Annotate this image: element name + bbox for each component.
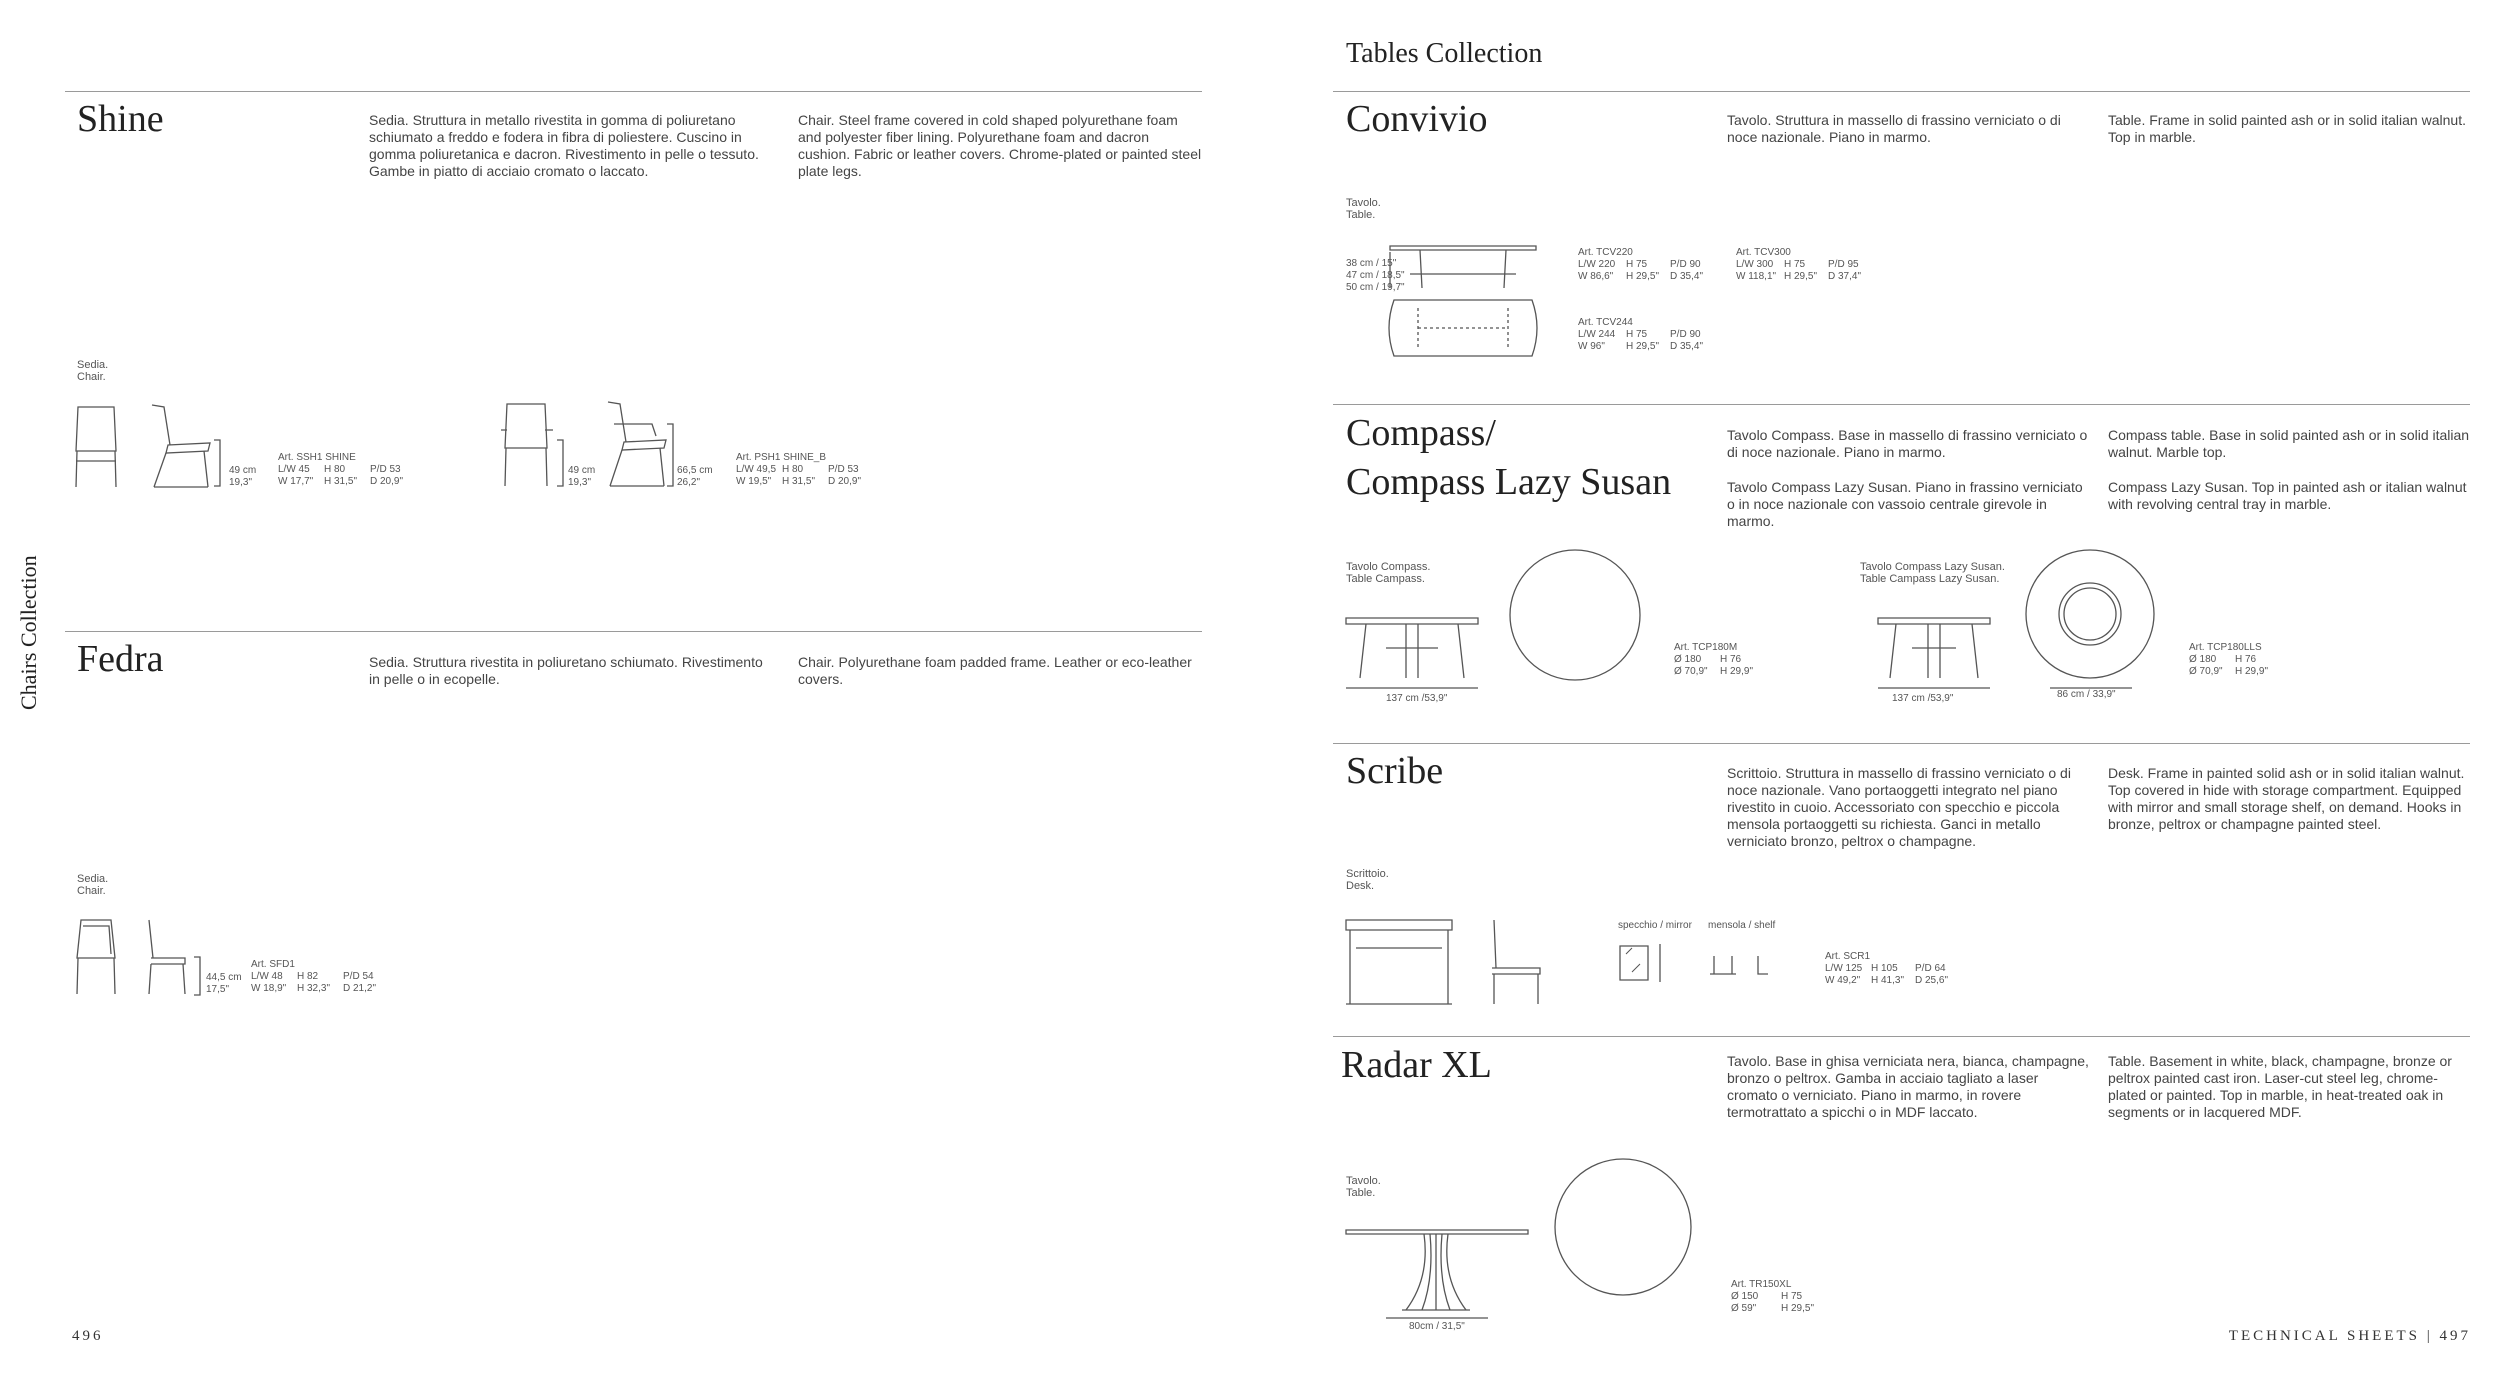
- height-value: 50 cm / 19,7": [1346, 282, 1405, 293]
- shine-b-arm-height-marker: [665, 424, 675, 488]
- spec-value: D 21,2": [343, 983, 377, 994]
- spec-value: L/W 49,5: [736, 464, 777, 475]
- spec-value: L/W 244: [1578, 329, 1616, 340]
- divider: [1333, 743, 2470, 744]
- spec-value: Ø 59": [1731, 1303, 1757, 1314]
- title-line: Compass/: [1346, 412, 1496, 454]
- art-code: Art. SFD1: [251, 959, 295, 970]
- divider: [65, 631, 1202, 632]
- art-code: Art. PSH1 SHINE_B: [736, 452, 827, 463]
- art-code: Art. TR150XL: [1731, 1279, 1792, 1290]
- spec-value: H 82: [297, 971, 319, 982]
- convivio-table-top-drawing: [1390, 298, 1540, 360]
- compass-table-top-drawing: [1508, 548, 1644, 684]
- spec-value: P/D 90: [1670, 329, 1701, 340]
- spec-value: H 80: [782, 464, 804, 475]
- radar-desc-it: Tavolo. Base in ghisa verniciata nera, bianca, champagne, bronzo o peltrox. Gamba in acciaio tagliato a laser cromato o verniciato. Piano in marmo, in rovere termotrattato a spicchi o in MDF laccato.: [1727, 1053, 2089, 1120]
- divider: [1333, 1036, 2470, 1037]
- spec-value: W 17,7": [278, 476, 314, 487]
- height-in: 26,2": [677, 477, 701, 488]
- desc-paragraph: Tavolo Compass Lazy Susan. Piano in frassino verniciato o in noce nazionale con vassoio centrale girevole in marmo.: [1727, 479, 2083, 529]
- compass-table-side-drawing: [1346, 616, 1482, 680]
- scribe-desc-en: Desk. Frame in painted solid ash or in solid italian walnut. Top covered in hide with storage compartment. Equipped with mirror and small storage shelf, on demand. Hooks in bronze, peltrox or champagne painted steel.: [2108, 765, 2465, 832]
- divider: [65, 91, 1202, 92]
- collection-title: Tables Collection: [1346, 38, 1543, 69]
- radar-desc-en: Table. Basement in white, black, champagne, bronze or peltrox painted cast iron. Laser-cut steel leg, chrome-plated or painted. Top in marble, in heat-treated oak in segments or in lacquered MDF.: [2108, 1053, 2452, 1120]
- scribe-chair-side-drawing: [1488, 918, 1548, 1006]
- spec-value: H 29,5": [1626, 271, 1660, 282]
- compass-lazy-table-side-drawing: [1878, 616, 1994, 680]
- divider: [1333, 91, 2470, 92]
- spec-value: L/W 300: [1736, 259, 1774, 270]
- shine-chair-front-drawing: [74, 403, 124, 488]
- caption-en: Desk.: [1346, 880, 1375, 892]
- height-value: 47 cm / 18,5": [1346, 270, 1405, 281]
- caption-en: Table.: [1346, 1187, 1376, 1199]
- shine-height-marker: [212, 440, 222, 488]
- product-title-scribe: Scribe: [1346, 750, 1444, 792]
- side-title: Chairs Collection: [16, 555, 41, 710]
- fedra-desc-en: Chair. Polyurethane foam padded frame. Leather or eco-leather covers.: [798, 654, 1192, 687]
- height-in: 17,5": [206, 984, 230, 995]
- convivio-desc-en: Table. Frame in solid painted ash or in solid italian walnut. Top in marble.: [2108, 112, 2466, 145]
- shine-b-height-marker: [555, 440, 565, 488]
- art-code: Art. TCP180M: [1674, 642, 1738, 653]
- height-in: 19,3": [229, 477, 253, 488]
- radar-table-top-drawing: [1554, 1158, 1694, 1298]
- art-code: Art. SSH1 SHINE: [278, 452, 356, 463]
- fedra-seat-height: [206, 972, 242, 996]
- radar-base-width: 80cm / 31,5": [1409, 1321, 1465, 1332]
- shine-b-seat-height: [568, 465, 595, 489]
- caption-it: Tavolo.: [1346, 1175, 1381, 1187]
- compass-lazy-width: 137 cm /53,9": [1892, 693, 1954, 704]
- compass-width: 137 cm /53,9": [1386, 693, 1448, 704]
- spec-value: H 32,3": [297, 983, 331, 994]
- shine-desc-en: Chair. Steel frame covered in cold shaped polyurethane foam and polyester fiber lining. Polyurethane foam and dacron cushion. Fabric or leather covers. Chrome-plated or painted steel plate legs.: [798, 112, 1202, 179]
- spec-value: D 35,4": [1670, 271, 1704, 282]
- shine-b-chair-front-drawing: [501, 400, 561, 488]
- shine-b-arm-height: [677, 465, 713, 489]
- shine-seat-height: [229, 465, 256, 489]
- spec-value: H 80: [324, 464, 346, 475]
- fedra-height-marker: [192, 957, 202, 997]
- convivio-table-side-drawing: [1390, 244, 1540, 294]
- spec-value: P/D 90: [1670, 259, 1701, 270]
- spec-scr1: [1825, 951, 1975, 987]
- title-line: Compass Lazy Susan: [1346, 461, 1672, 503]
- product-title-shine: Shine: [77, 98, 164, 140]
- spec-value: H 29,5": [1781, 1303, 1815, 1314]
- spec-value: D 37,4": [1828, 271, 1862, 282]
- spec-value: P/D 64: [1915, 963, 1946, 974]
- shine-spec: [278, 452, 428, 488]
- art-code: Art. TCV300: [1736, 247, 1791, 258]
- spec-value: L/W 45: [278, 464, 310, 475]
- compass-caption: [1346, 561, 1430, 585]
- fedra-desc-it: Sedia. Struttura rivestita in poliuretano schiumato. Rivestimento in pelle o in ecopelle.: [369, 654, 763, 687]
- spec-value: L/W 125: [1825, 963, 1863, 974]
- caption-en: Chair.: [77, 371, 106, 383]
- compass-lazy-dim-line: [1878, 686, 1994, 690]
- spec-tr150xl: [1731, 1279, 1851, 1315]
- height-value: 38 cm / 15": [1346, 258, 1397, 269]
- art-code: Art. TCV220: [1578, 247, 1633, 258]
- spec-value: D 20,9": [828, 476, 862, 487]
- caption-it: Tavolo Compass.: [1346, 561, 1431, 573]
- height-cm: 49 cm: [229, 465, 257, 476]
- spec-value: H 41,3": [1871, 975, 1905, 986]
- art-code: Art. TCV244: [1578, 317, 1633, 328]
- caption-en: Table Campass.: [1346, 573, 1425, 585]
- scribe-desk-front-drawing: [1346, 918, 1456, 1006]
- fedra-chair-front-drawing: [75, 918, 123, 996]
- mirror-label: specchio / mirror: [1618, 920, 1692, 931]
- spec-value: H 75: [1626, 259, 1648, 270]
- scribe-shelf-drawing: [1708, 952, 1778, 982]
- product-title-fedra: Fedra: [77, 638, 164, 680]
- spec-value: H 29,9": [1720, 666, 1754, 677]
- spec-value: H 75: [1784, 259, 1806, 270]
- spec-value: H 75: [1781, 1291, 1803, 1302]
- spec-value: H 31,5": [324, 476, 358, 487]
- spec-value: Ø 70,9": [1674, 666, 1708, 677]
- desc-paragraph: Compass table. Base in solid painted ash or in solid italian walnut. Marble top.: [2108, 427, 2470, 460]
- spec-value: P/D 95: [1828, 259, 1859, 270]
- radar-caption: [1346, 1175, 1381, 1199]
- product-title-convivio: Convivio: [1346, 98, 1488, 140]
- scribe-caption: [1346, 868, 1389, 892]
- page-footer-right: TECHNICAL SHEETS | 497: [2228, 1328, 2471, 1344]
- product-title-compass: [1346, 410, 1671, 505]
- scribe-desc-it: Scrittoio. Struttura in massello di frassino verniciato o di noce nazionale. Vano portaoggetti integrato nel piano rivestito in cuoio. Accessoriato con specchio e piccola mensola portaoggetti su richiesta. Ganci in metallo verniciato bronzo, peltrox o champagne.: [1727, 765, 2071, 849]
- scribe-mirror-drawing: [1618, 944, 1668, 984]
- compass-lazy-caption: [1860, 561, 2005, 585]
- spec-value: H 29,5": [1784, 271, 1818, 282]
- spec-value: W 118,1": [1736, 271, 1777, 282]
- spec-value: H 31,5": [782, 476, 816, 487]
- art-code: Art. SCR1: [1825, 951, 1871, 962]
- spec-value: W 18,9": [251, 983, 287, 994]
- caption-it: Tavolo.: [1346, 197, 1381, 209]
- spec-value: W 96": [1578, 341, 1605, 352]
- spec-value: D 20,9": [370, 476, 404, 487]
- page-number-left: 496: [72, 1328, 104, 1344]
- convivio-caption: [1346, 197, 1381, 221]
- caption-it: Sedia.: [77, 873, 109, 885]
- spec-value: D 35,4": [1670, 341, 1704, 352]
- spec-value: D 25,6": [1915, 975, 1949, 986]
- compass-lazy-diameter: 86 cm / 33,9": [2057, 689, 2116, 700]
- spec-value: H 105: [1871, 963, 1898, 974]
- divider: [1333, 404, 2470, 405]
- spec-value: H 76: [1720, 654, 1742, 665]
- caption-it: Sedia.: [77, 359, 109, 371]
- spec-value: L/W 220: [1578, 259, 1616, 270]
- caption-en: Chair.: [77, 885, 106, 897]
- fedra-chair-side-drawing: [145, 918, 195, 996]
- radar-table-side-drawing: [1346, 1228, 1532, 1314]
- spec-value: W 19,5": [736, 476, 772, 487]
- caption-it: Tavolo Compass Lazy Susan.: [1860, 561, 2005, 573]
- compass-desc-it: [1727, 427, 2092, 530]
- shelf-label: mensola / shelf: [1708, 920, 1776, 931]
- fedra-spec: [251, 959, 401, 995]
- spec-value: P/D 53: [828, 464, 859, 475]
- spec-value: W 86,6": [1578, 271, 1614, 282]
- desc-paragraph: Compass Lazy Susan. Top in painted ash or italian walnut with revolving central tray in marble.: [2108, 479, 2467, 512]
- art-code: Art. TCP180LLS: [2189, 642, 2262, 653]
- height-cm: 44,5 cm: [206, 972, 242, 983]
- spec-value: Ø 150: [1731, 1291, 1759, 1302]
- product-title-radar-xl: Radar XL: [1341, 1044, 1492, 1086]
- shine-b-spec: [736, 452, 896, 488]
- radar-dim-line: [1386, 1316, 1490, 1320]
- height-cm: 49 cm: [568, 465, 596, 476]
- compass-lazy-table-top-drawing: [2024, 548, 2158, 682]
- spec-value: H 29,9": [2235, 666, 2269, 677]
- shine-caption: [77, 359, 108, 383]
- spec-tcv300: [1736, 247, 1886, 283]
- shine-desc-it: Sedia. Struttura in metallo rivestita in gomma di poliuretano schiumato a freddo e fodera in fibra di poliestere. Cuscino in gomma poliuretanica e dacron. Rivestimento in pelle o tessuto. Gambe in piatto di acciaio cromato o laccato.: [369, 112, 759, 179]
- convivio-desc-it: Tavolo. Struttura in massello di frassino verniciato o di noce nazionale. Piano in marmo.: [1727, 112, 2061, 145]
- spec-value: Ø 180: [1674, 654, 1702, 665]
- caption-en: Table Campass Lazy Susan.: [1860, 573, 2000, 585]
- spec-value: Ø 180: [2189, 654, 2217, 665]
- compass-dim-line: [1346, 686, 1482, 690]
- fedra-caption: [77, 873, 108, 897]
- desc-paragraph: Tavolo Compass. Base in massello di frassino verniciato o di noce nazionale. Piano in marmo.: [1727, 427, 2088, 460]
- caption-en: Table.: [1346, 209, 1376, 221]
- spec-value: H 76: [2235, 654, 2257, 665]
- spec-tcv244: [1578, 317, 1718, 353]
- spec-value: P/D 53: [370, 464, 401, 475]
- spec-value: H 29,5": [1626, 341, 1660, 352]
- spec-tcp180lls: [2189, 642, 2309, 678]
- caption-it: Scrittoio.: [1346, 868, 1389, 880]
- height-cm: 66,5 cm: [677, 465, 713, 476]
- spec-tcv220: [1578, 247, 1718, 283]
- spec-value: Ø 70,9": [2189, 666, 2223, 677]
- compass-desc-en: [2108, 427, 2473, 513]
- spec-value: P/D 54: [343, 971, 374, 982]
- height-in: 19,3": [568, 477, 592, 488]
- spec-value: W 49,2": [1825, 975, 1861, 986]
- spec-value: H 75: [1626, 329, 1648, 340]
- spec-tcp180m: [1674, 642, 1794, 678]
- spec-value: L/W 48: [251, 971, 283, 982]
